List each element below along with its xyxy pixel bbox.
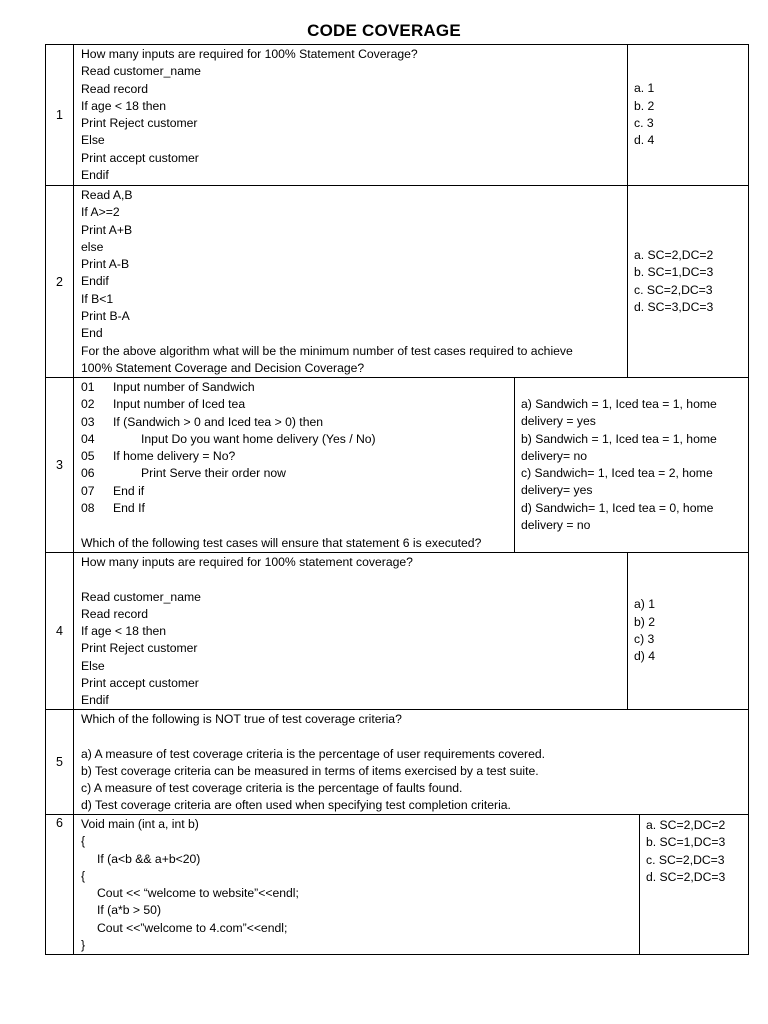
question-number: 2 [46,186,74,377]
option-b: b) Sandwich = 1, Iced tea = 1, home [521,431,717,446]
code-line [81,431,515,448]
option-c: c. 3 [634,116,654,130]
text-line: Print A-B [81,257,130,272]
question-row-1 [46,45,748,185]
option-b: b. 2 [634,98,655,113]
text-line: If age < 18 then [81,624,167,639]
text-line: How many inputs are required for 100% Statement Coverage? [81,47,418,61]
question-text [74,45,628,185]
text-line: Print Reject customer [81,116,198,131]
question-row-4 [46,552,748,709]
line-number: 05 [81,449,95,464]
answer-options [627,553,748,709]
option-c-cont: delivery= yes [521,483,593,498]
option-b: b. SC=1,DC=3 [646,835,726,850]
option-d: d. SC=3,DC=3 [634,299,714,314]
code-line: If (a*b > 50) [97,903,162,918]
text-line: Read customer_name [81,589,201,604]
code-line [81,465,515,482]
option-c: c. SC=2,DC=3 [634,282,713,297]
text-line: Read record [81,606,149,621]
answer-options [627,186,748,377]
option-a-cont: delivery = yes [521,414,596,429]
question-number: 3 [46,378,74,552]
option-d: d) Sandwich= 1, Iced tea = 0, home [521,500,714,515]
option-d-cont: delivery = no [521,518,591,533]
question-number: 1 [46,45,74,185]
code-line [81,414,515,431]
question-row-3 [46,377,748,552]
line-number: 04 [81,431,95,446]
line-number: 06 [81,466,95,481]
code-line [81,500,515,517]
text-line: Endif [81,168,109,183]
text-line: Else [81,658,105,673]
page-title: CODE COVERAGE [307,21,461,40]
text-line: Print accept customer [81,150,199,165]
text-line: 100% Statement Coverage and Decision Coverage? [81,360,365,375]
option-b: b. SC=1,DC=3 [634,265,714,280]
answer-options [627,45,748,185]
question-number: 4 [46,553,74,709]
code-text: Input Do you want home delivery (Yes / No) [141,431,376,446]
code-line: If (a<b && a+b<20) [97,851,201,866]
text-line: else [81,239,104,254]
question-text [74,378,515,552]
text-line: If age < 18 then [81,98,167,113]
code-line [81,396,515,413]
code-line [81,379,515,396]
line-number: 07 [81,483,95,498]
text-line: Print Reject customer [81,641,198,656]
code-line: Void main (int a, int b) [81,817,199,831]
question-number: 5 [46,710,74,814]
line-number: 01 [81,380,95,394]
code-text: If (Sandwich > 0 and Iced tea > 0) then [113,414,324,429]
spacer [81,517,515,534]
option-a: a) 1 [634,597,656,612]
answer-options [514,378,748,552]
line-number: 02 [81,397,95,412]
text-line: Which of the following is NOT true of test coverage criteria? [81,712,402,726]
option-c: c) A measure of test coverage criteria is the percentage of faults found. [81,781,463,796]
line-number: 08 [81,501,95,516]
option-a: a. 1 [634,81,655,96]
option-a: a. SC=2,DC=2 [646,818,726,832]
text-line: End [81,326,103,341]
code-text: End If [113,501,145,516]
question-row-2 [46,185,748,377]
text-line: For the above algorithm what will be the minimum number of test cases required to achieve [81,343,573,358]
option-a: a) Sandwich = 1, Iced tea = 1, home [521,397,717,411]
answer-options [639,815,748,954]
code-line [81,448,515,465]
option-c: c. SC=2,DC=3 [646,852,725,867]
option-b: b) 2 [634,614,656,629]
spacer [81,571,628,588]
option-d: d. 4 [634,133,655,148]
text-line: If B<1 [81,291,114,306]
question-text [74,710,748,814]
text-line: How many inputs are required for 100% statement coverage? [81,555,413,569]
option-c: c) 3 [634,632,655,646]
text-line: Read A,B [81,188,133,202]
code-text: End if [113,483,145,498]
text-line: Print accept customer [81,676,199,691]
option-d: d) 4 [634,649,656,664]
spacer [81,728,748,745]
text-line: Read customer_name [81,64,201,79]
text-line: If A>=2 [81,205,120,220]
code-line: Cout <<”welcome to 4.com”<<endl; [97,920,288,935]
text-line: Read record [81,81,149,96]
code-line: { [81,868,86,883]
option-b-cont: delivery= no [521,448,588,463]
code-text: Print Serve their order now [141,466,286,481]
code-text: If home delivery = No? [113,449,236,464]
option-c: c) Sandwich= 1, Iced tea = 2, home [521,466,713,481]
question-row-5 [46,709,748,814]
code-text: Input number of Sandwich [113,380,255,394]
code-line [81,483,515,500]
question-text [74,553,628,709]
question-table [45,44,749,955]
text-line: Endif [81,693,109,708]
question-number: 6 [46,815,74,954]
code-line: } [81,938,86,953]
question-text [74,186,628,377]
line-number: 03 [81,414,95,429]
text-line: Print A+B [81,222,133,237]
option-d: d. SC=2,DC=3 [646,869,726,884]
text-line: Else [81,133,105,148]
code-text: Input number of Iced tea [113,397,246,412]
option-d: d) Test coverage criteria are often used when specifying test completion criteria. [81,798,511,813]
question-text [74,815,640,954]
option-a: a. SC=2,DC=2 [634,247,714,262]
text-line: Print B-A [81,309,130,324]
code-line: Cout << “welcome to website”<<endl; [97,886,299,901]
option-a: a) A measure of test coverage criteria is the percentage of user requirements covered. [81,746,546,761]
code-line: { [81,834,86,849]
text-line: Endif [81,274,109,289]
question-row-6 [46,814,748,954]
option-b: b) Test coverage criteria can be measured in terms of items exercised by a test suite. [81,763,539,778]
question-prompt: Which of the following test cases will ensure that statement 6 is executed? [81,535,482,550]
